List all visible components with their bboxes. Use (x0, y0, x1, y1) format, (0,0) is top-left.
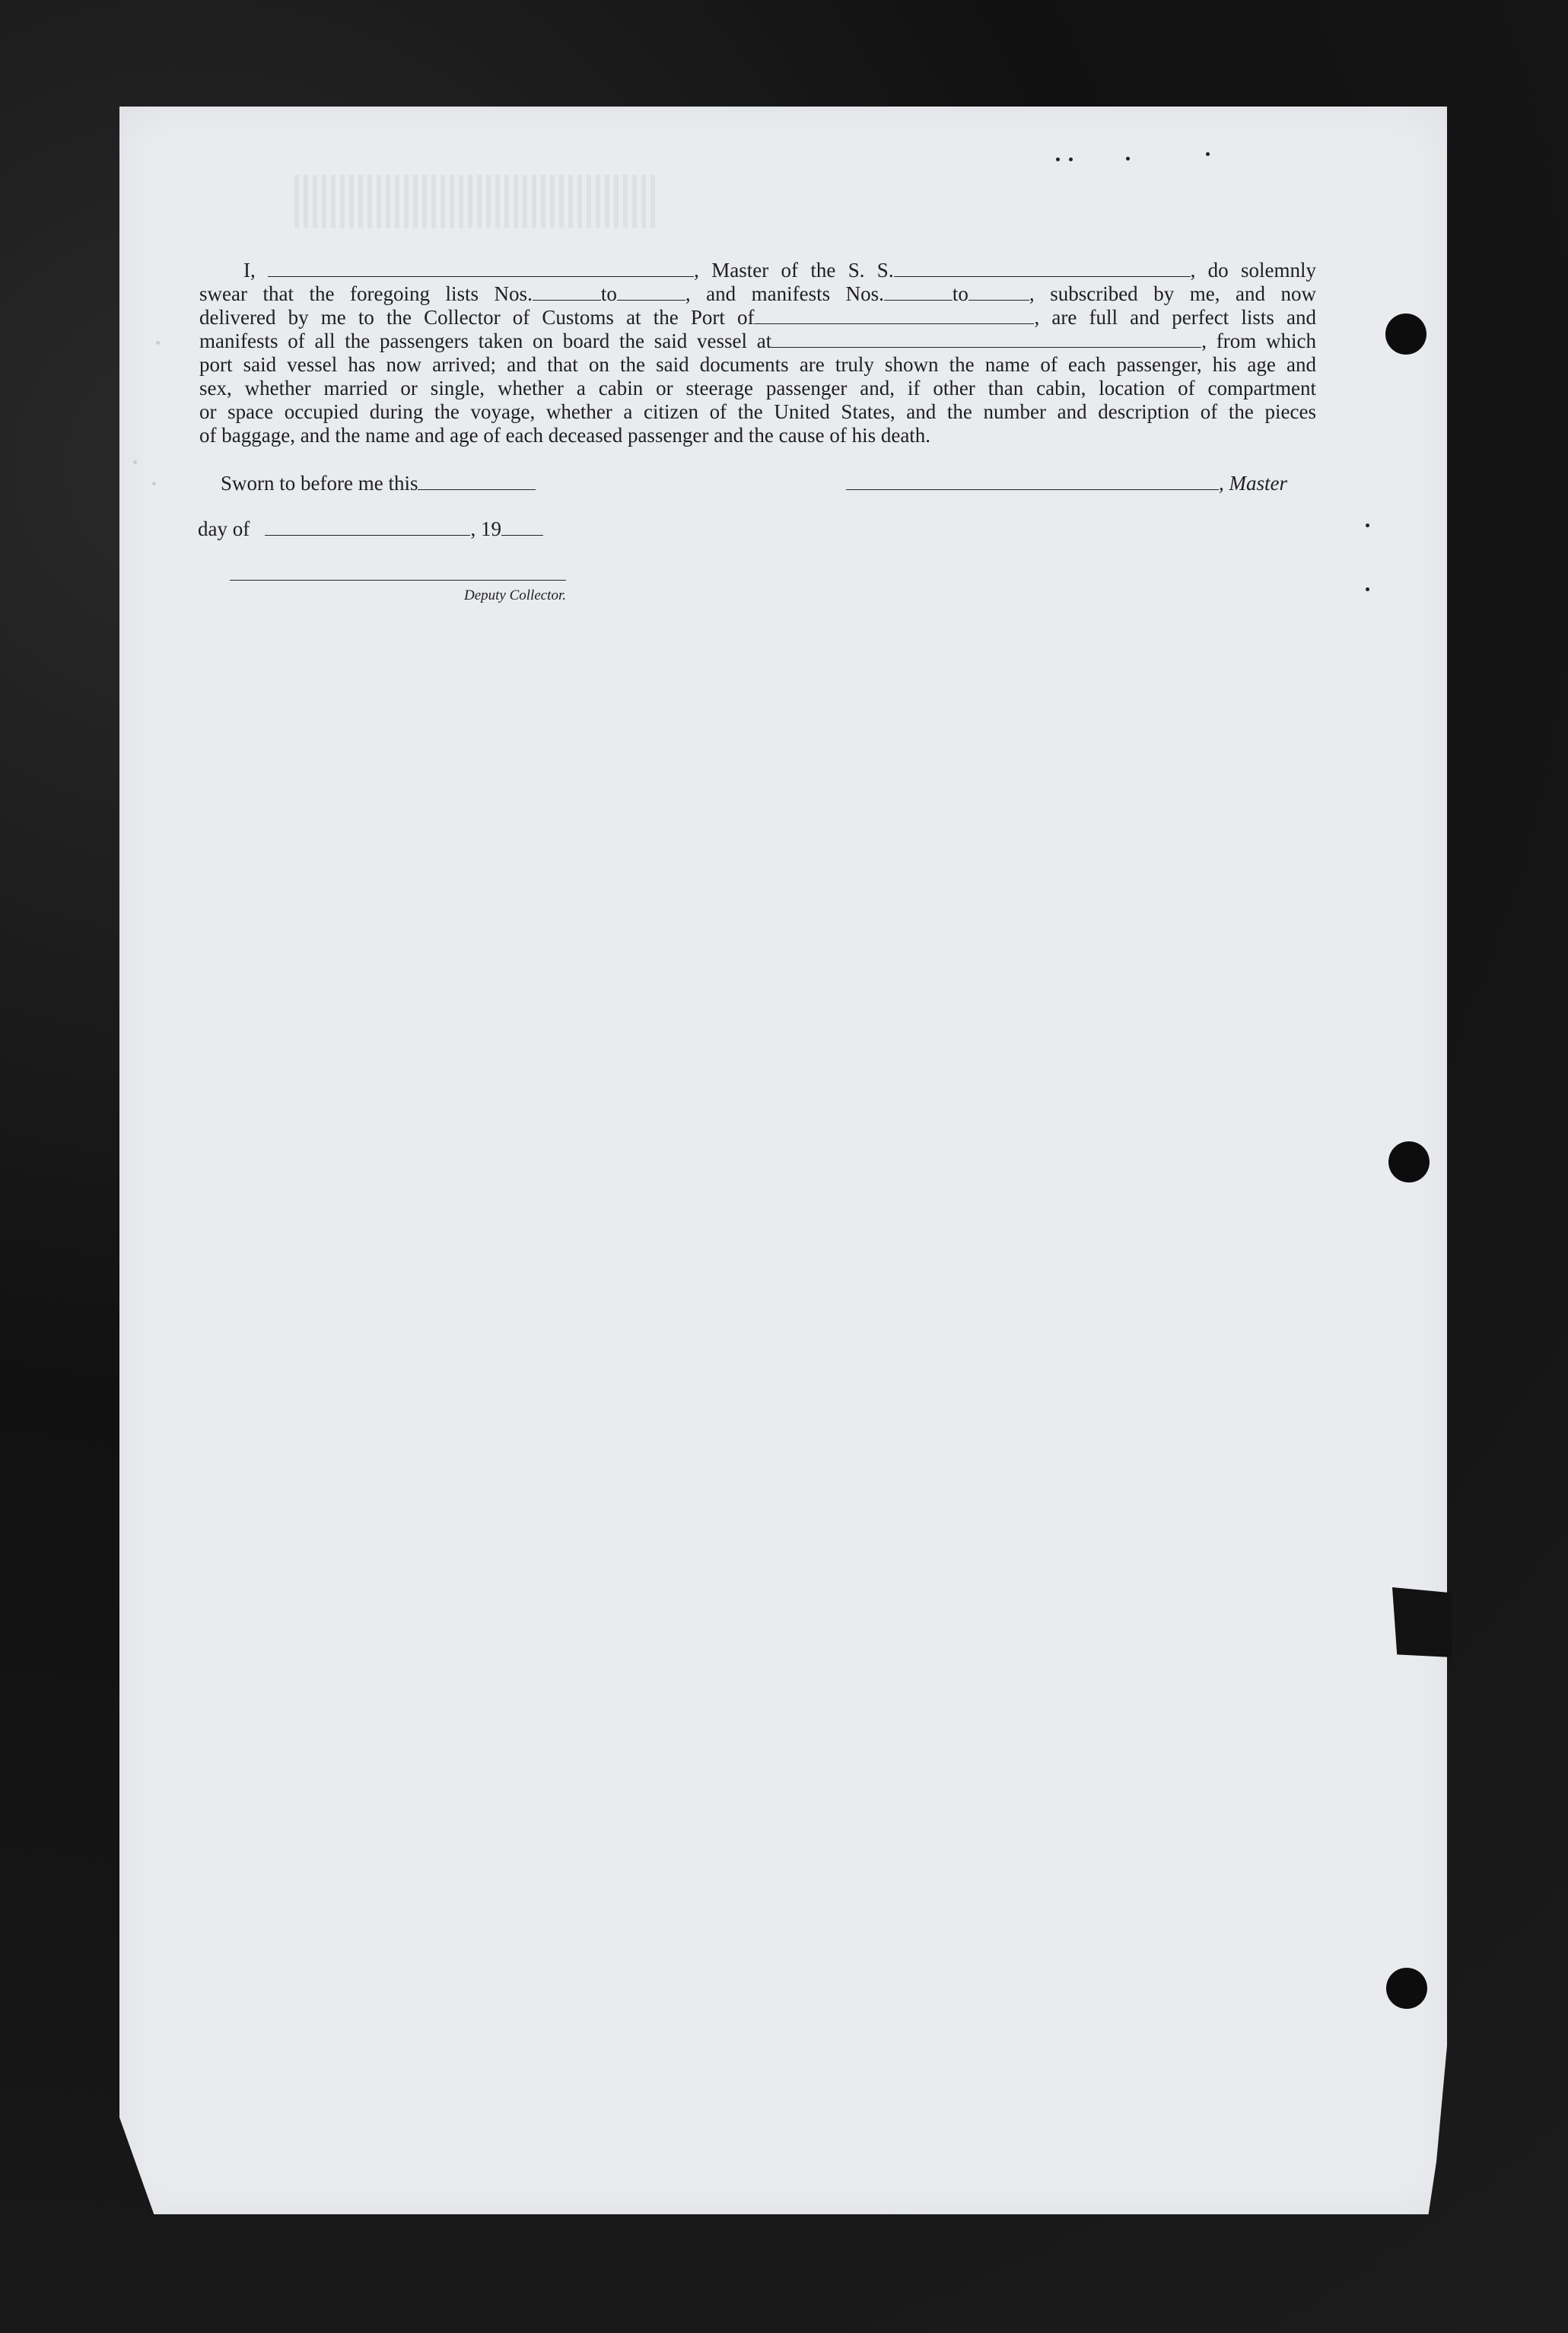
oath-line-5: port said vessel has now arrived; and that on the said documents are truly shown the name of each passenger, his age and (199, 353, 1316, 376)
bleed-through-header (294, 175, 660, 228)
dust-speck (156, 341, 160, 345)
master-signature-line: , Master (846, 472, 1287, 495)
port-of-embarkation-blank[interactable] (771, 332, 1201, 348)
torn-edge-tab (1392, 1587, 1452, 1657)
lists-to-blank[interactable] (617, 285, 685, 301)
dust-speck (1126, 157, 1130, 161)
master-signature-blank[interactable] (846, 474, 1219, 490)
day-of-line: day of , 19 (198, 517, 543, 541)
dust-speck (1069, 158, 1073, 161)
dust-speck (1366, 524, 1369, 527)
manifests-from-blank[interactable] (884, 285, 953, 301)
dust-speck (133, 460, 137, 464)
oath-paragraph (199, 259, 1316, 447)
oath-line-1: I, , Master of the S. S. , do solemnly (243, 259, 1317, 282)
year-blank[interactable] (501, 520, 543, 536)
dust-speck (1206, 152, 1210, 156)
oath-line-6: sex, whether married or single, whether a cabin or steerage passenger and, if other than cabin, location of compartment (199, 377, 1316, 399)
oath-line-8: of baggage, and the name and age of each deceased passenger and the cause of his death. (199, 424, 931, 447)
binder-hole-bottom (1386, 1968, 1427, 2009)
vessel-blank[interactable] (894, 261, 1191, 277)
oath-line-3: delivered by me to the Collector of Customs at the Port of , are full and perfect lists and (199, 306, 1316, 329)
name-blank[interactable] (268, 261, 694, 277)
binder-hole-middle (1388, 1141, 1430, 1182)
sworn-date-blank[interactable] (418, 474, 536, 490)
lists-from-blank[interactable] (533, 285, 601, 301)
month-blank[interactable] (265, 520, 470, 536)
dust-speck (1056, 158, 1060, 161)
oath-line-4: manifests of all the passengers taken on board the said vessel at , from which (199, 329, 1316, 352)
manifests-to-blank[interactable] (968, 285, 1029, 301)
dust-speck (152, 482, 156, 485)
deputy-collector-label: Deputy Collector. (463, 587, 566, 603)
oath-line-7: or space occupied during the voyage, whether a citizen of the United States, and the number and description of the pieces (199, 400, 1316, 423)
oath-line-2: swear that the foregoing lists Nos. to , and manifests Nos. to , subscribed by me, and now (199, 282, 1317, 305)
dust-speck (1366, 587, 1369, 591)
sworn-line: Sworn to before me this (221, 472, 536, 495)
port-blank[interactable] (754, 308, 1034, 324)
deputy-signature-rule[interactable] (230, 580, 566, 581)
binder-hole-top (1385, 314, 1426, 355)
